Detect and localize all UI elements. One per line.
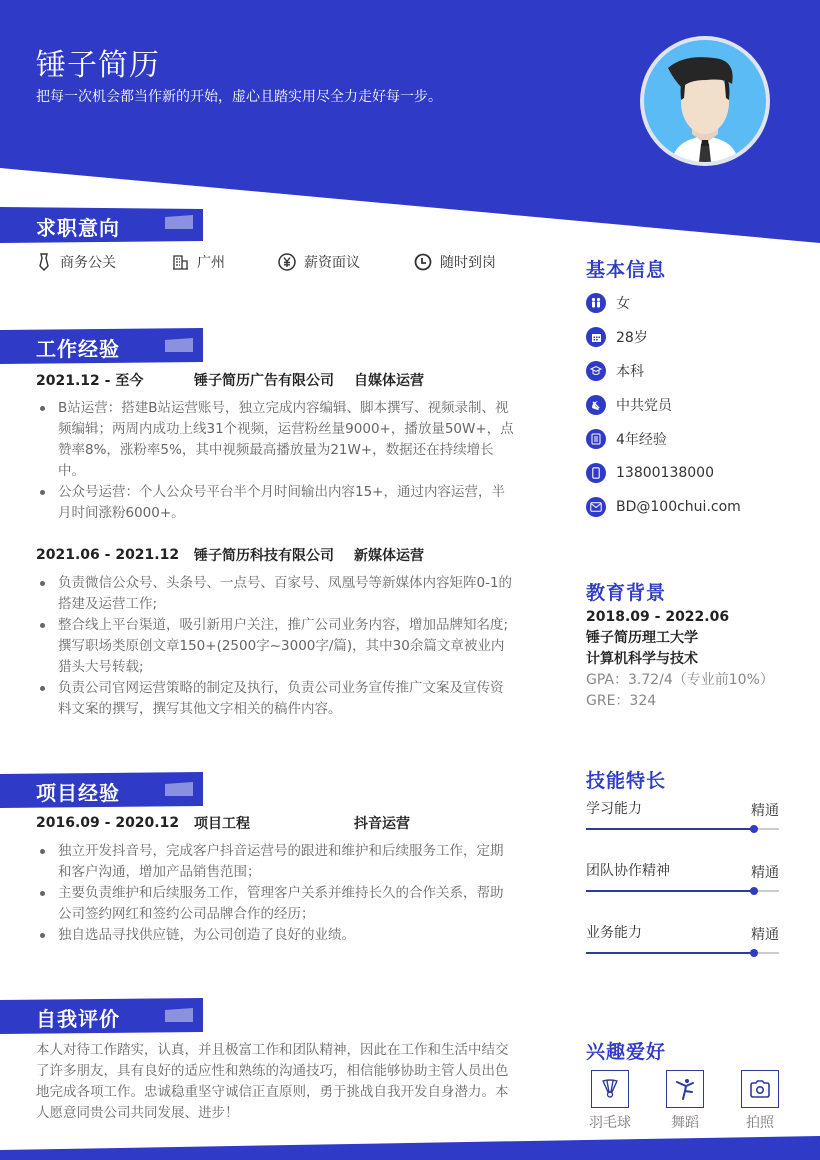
building-icon (173, 254, 189, 270)
education-gpa: GPA：3.72/4（专业前10%） (586, 672, 774, 688)
phone-icon (586, 463, 606, 483)
info-experience: 4年经验 (586, 422, 741, 456)
skill-bar (586, 828, 779, 830)
avatar-illustration-icon (644, 40, 766, 162)
clock-icon (414, 253, 432, 271)
list-item: 公众号运营：个人公众号平台半个月时间输出内容15+，通过内容运营，半月时间涨粉6000+。 (36, 482, 516, 524)
section-title: 项目经验 (36, 781, 120, 805)
section-title-hobbies: 兴趣爱好 (586, 1041, 667, 1063)
intention-item: 薪资面议 (278, 252, 414, 272)
list-item: 整合线上平台渠道，吸引新用户关注，推广公司业务内容，增加品牌知名度;撰写职场类原创文章150+(2500字~3000字/篇)，其中30余篇文章被业内猎头大号转载; (36, 615, 516, 678)
job-intention-row (36, 252, 496, 272)
list-item: 主要负责维护和后续服务工作，管理客户关系并维持长久的合作关系，帮助公司签约网红和签约公司品牌合作的经历； (36, 883, 516, 925)
tie-icon (36, 253, 52, 271)
education-major: 计算机科学与技术 (586, 651, 698, 667)
bullet-list (36, 398, 516, 524)
motto: 把每一次机会都当作新的开始，虚心且踏实用尽全力走好每一步。 (36, 89, 442, 105)
info-age: 28岁 (586, 320, 741, 354)
education-gre: GRE：324 (586, 693, 657, 709)
calendar-icon (586, 327, 606, 347)
section-title-basic-info: 基本信息 (586, 259, 667, 281)
skill-item: 团队协作精神 精通 (586, 860, 779, 910)
info-degree: 本科 (586, 354, 741, 388)
info-gender: 女 (586, 286, 741, 320)
bullet-list (36, 841, 516, 946)
hobby-item: 拍照 (741, 1070, 779, 1132)
party-emblem-icon (586, 395, 606, 415)
hobby-item: 舞蹈 (666, 1070, 704, 1132)
section-header-self-evaluation (0, 998, 203, 1034)
bullet-list (36, 573, 516, 720)
hobby-item: 羽毛球 (591, 1070, 629, 1132)
entry-company: 锤子简历广告有限公司 (194, 373, 334, 389)
section-title: 工作经验 (36, 337, 120, 361)
page-title: 锤子简历 (36, 48, 160, 83)
mail-icon (586, 497, 606, 517)
entry-role: 抖音运营 (354, 816, 410, 832)
document-icon (586, 429, 606, 449)
intention-item: 广州 (173, 252, 278, 272)
badminton-icon (601, 1079, 619, 1099)
intention-item: 随时到岗 (414, 252, 496, 272)
gender-icon (586, 293, 606, 313)
entry-role: 新媒体运营 (354, 548, 424, 564)
info-phone: 13800138000 (586, 456, 741, 490)
section-title-skills: 技能特长 (586, 770, 667, 792)
camera-icon (749, 1080, 771, 1098)
graduation-cap-icon (586, 361, 606, 381)
dancer-icon (674, 1078, 696, 1100)
entry-date: 2016.09 - 2020.12 (36, 815, 180, 831)
info-email: BD@100chui.com (586, 490, 741, 524)
list-item: B站运营：搭建B站运营账号，独立完成内容编辑、脚本撰写、视频录制、视频编辑；两周内成功上线31个视频，运营粉丝量9000+，播放量50W+，点赞率8%，涨粉率5%，其中视频最高播放量为21W+，数据还在持续增长中。 (36, 398, 516, 482)
work-entry (36, 370, 516, 524)
education-block (586, 607, 774, 712)
section-title: 自我评价 (36, 1007, 120, 1031)
section-title: 求职意向 (36, 216, 120, 240)
skill-item: 学习能力 精通 (586, 798, 779, 848)
list-item: 独立开发抖音号，完成客户抖音运营号的跟进和维护和后续服务工作，定期和客户沟通，增加产品销售范围； (36, 841, 516, 883)
entry-company: 锤子简历科技有限公司 (194, 548, 334, 564)
list-item: 负责公司官网运营策略的制定及执行，负责公司业务宣传推广文案及宣传资料文案的撰写，撰写其他文字相关的稿件内容。 (36, 678, 516, 720)
section-header-work (0, 328, 203, 364)
section-header-project (0, 772, 203, 808)
list-item: 独自选品寻找供应链，为公司创造了良好的业绩。 (36, 925, 516, 946)
section-title-education: 教育背景 (586, 582, 667, 604)
entry-date: 2021.12 - 至今 (36, 373, 144, 389)
avatar (640, 36, 770, 166)
education-school: 锤子简历理工大学 (586, 630, 698, 646)
yen-icon (278, 253, 296, 271)
basic-info-list (586, 286, 741, 524)
intention-item: 商务公关 (36, 252, 173, 272)
entry-role: 自媒体运营 (354, 373, 424, 389)
project-entry (36, 813, 516, 946)
entry-project-name: 项目工程 (194, 816, 250, 832)
skill-bar (586, 890, 779, 892)
skill-bar (586, 952, 779, 954)
footer-background (0, 1130, 820, 1160)
education-date: 2018.09 - 2022.06 (586, 609, 730, 625)
entry-date: 2021.06 - 2021.12 (36, 547, 180, 563)
section-header-intention (0, 207, 203, 243)
skill-item: 业务能力 精通 (586, 922, 779, 972)
work-entry (36, 545, 516, 720)
list-item: 负责微信公众号、头条号、一点号、百家号、凤凰号等新媒体内容矩阵0-1的搭建及运营工作; (36, 573, 516, 615)
info-political-status: 中共党员 (586, 388, 741, 422)
self-evaluation-text: 本人对待工作踏实，认真，并且极富工作和团队精神，因此在工作和生活中结交了许多朋友，具有良好的适应性和熟练的沟通技巧，相信能够协助主管人员出色地完成各项工作。忠诚稳重坚守诚信正直原则，勇于挑战自我开发自身潜力。本人愿意同贵公司共同发展、进步！ (36, 1042, 509, 1121)
